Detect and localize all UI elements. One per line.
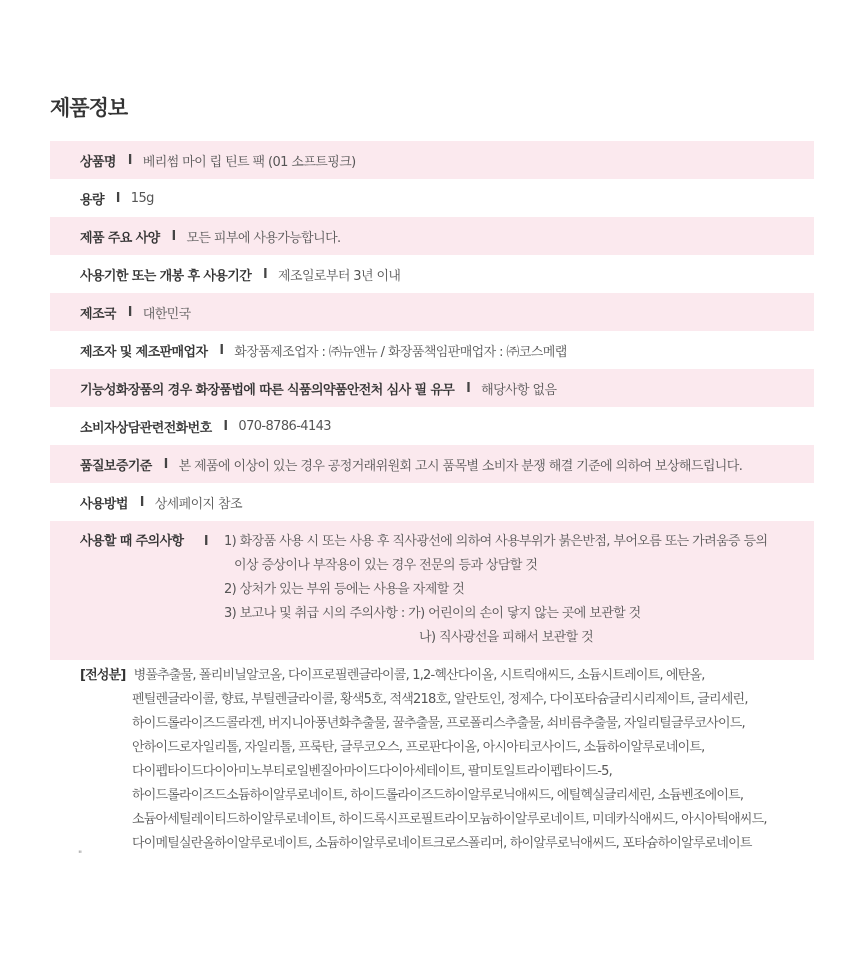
info-value: 제조일로부터 3년 이내 <box>278 268 401 284</box>
separator: l <box>466 380 471 396</box>
caution-line: 나) 직사광선을 피해서 보관할 것 <box>419 630 594 645</box>
separator: l <box>171 228 176 244</box>
ingredients-line: 다이펩타이드다이아미노부티로일벤질아마이드다이아세테이트, 팔미토일트라이펩타이드-5, <box>132 764 612 779</box>
info-label: 사용방법 <box>80 496 128 512</box>
info-value: 화장품제조업자 : ㈜뉴앤뉴 / 화장품책임판매업자 : ㈜코스메랩 <box>234 344 567 360</box>
caution-line <box>80 530 814 554</box>
ingredients-section <box>80 664 810 856</box>
info-value: 모든 피부에 사용가능합니다. <box>186 230 341 246</box>
info-row-manufacturer <box>50 331 814 369</box>
info-label: 제조국 <box>80 306 116 322</box>
info-row-expiry <box>50 255 814 293</box>
ingredients-text: 병풀추출물, 폴리비닐알코올, 다이프로필렌글라이콜, 1,2-헥산다이올, 시트릭애씨드, 소듐시트레이트, 에탄올, <box>133 668 705 683</box>
ingredients-line: 안하이드로자일리톨, 자일리톨, 프룩탄, 글루코오스, 프로판다이올, 아시아티코사이드, 소듐하이알루로네이트, <box>132 740 705 755</box>
info-row-functional-review <box>50 369 814 407</box>
separator: l <box>127 152 132 168</box>
info-row-capacity <box>50 179 814 217</box>
info-value: 본 제품에 이상이 있는 경우 공정거래위원회 고시 품목별 소비자 분쟁 해결 기준에 의하여 보상해드립니다. <box>178 458 743 474</box>
info-value: 070-8786-4143 <box>238 418 331 434</box>
info-value: 해당사항 없음 <box>481 382 557 398</box>
separator: l <box>263 266 268 282</box>
separator: l <box>204 534 208 549</box>
ingredients-label: [전성분] <box>80 668 126 683</box>
caution-line: 이상 증상이나 부작용이 있는 경우 전문의 등과 상담할 것 <box>234 558 538 573</box>
separator: l <box>127 304 132 320</box>
info-label: 제품 주요 사양 <box>80 230 160 246</box>
info-label: 소비자상담관련전화번호 <box>80 420 212 436</box>
caution-label: 사용할 때 주의사항 <box>80 534 184 549</box>
caution-section <box>50 521 814 660</box>
info-label: 상품명 <box>80 154 116 170</box>
separator: l <box>115 190 120 206</box>
info-label: 사용기한 또는 개봉 후 사용기간 <box>80 268 252 284</box>
separator: l <box>223 418 228 434</box>
info-value: 상세페이지 참조 <box>154 496 242 512</box>
ingredients-line: 펜틸렌글라이콜, 향료, 부틸렌글라이콜, 황색5호, 적색218호, 알란토인, 정제수, 다이포타슘글리시리제이트, 글리세린, <box>132 692 748 707</box>
separator: l <box>163 456 168 472</box>
footer-mark: " <box>78 850 83 860</box>
ingredients-line: 다이메틸실란올하이알루로네이트, 소듐하이알루로네이트크로스폴리머, 하이알루로닉애씨드, 포타슘하이알루로네이트 <box>132 836 752 851</box>
ingredients-line <box>80 664 810 688</box>
page-title: 제품정보 <box>50 96 128 120</box>
info-label: 기능성화장품의 경우 화장품법에 따른 식품의약품안전처 심사 필 유무 <box>80 382 455 398</box>
caution-text: 1) 화장품 사용 시 또는 사용 후 직사광선에 의하여 사용부위가 붉은반점, 부어오름 또는 가려움증 등의 <box>224 534 768 549</box>
separator: l <box>139 494 144 510</box>
caution-line: 2) 상처가 있는 부위 등에는 사용을 자제할 것 <box>224 582 465 597</box>
info-value: 대한민국 <box>142 306 191 322</box>
caution-line: 3) 보고나 및 취급 시의 주의사항 : 가) 어린이의 손이 닿지 않는 곳에 보관할 것 <box>224 606 641 621</box>
info-row-quality-guarantee <box>50 445 814 483</box>
info-row-product-name <box>50 141 814 179</box>
separator: l <box>219 342 224 358</box>
info-row-country <box>50 293 814 331</box>
info-label: 제조자 및 제조판매업자 <box>80 344 208 360</box>
ingredients-line: 하이드롤라이즈드소듐하이알루로네이트, 하이드롤라이즈드하이알루로닉애씨드, 에틸헥실글리세린, 소듐벤조에이트, <box>132 788 744 803</box>
info-value: 베리썸 마이 립 틴트 팩 (01 소프트핑크) <box>142 154 356 170</box>
info-value: 15g <box>130 190 154 206</box>
info-row-specs <box>50 217 814 255</box>
info-row-phone <box>50 407 814 445</box>
product-info-table <box>50 141 814 660</box>
info-row-usage <box>50 483 814 521</box>
info-label: 품질보증기준 <box>80 458 152 474</box>
ingredients-line: 하이드롤라이즈드콜라겐, 버지니아풍년화추출물, 꿀추출물, 프로폴리스추출물, 쇠비름추출물, 자일리틸글루코사이드, <box>132 716 745 731</box>
info-label: 용량 <box>80 192 104 208</box>
ingredients-line: 소듐아세틸레이티드하이알루로네이트, 하이드록시프로필트라이모늄하이알루로네이트, 미데카식애씨드, 아시아틱애씨드, <box>132 812 767 827</box>
